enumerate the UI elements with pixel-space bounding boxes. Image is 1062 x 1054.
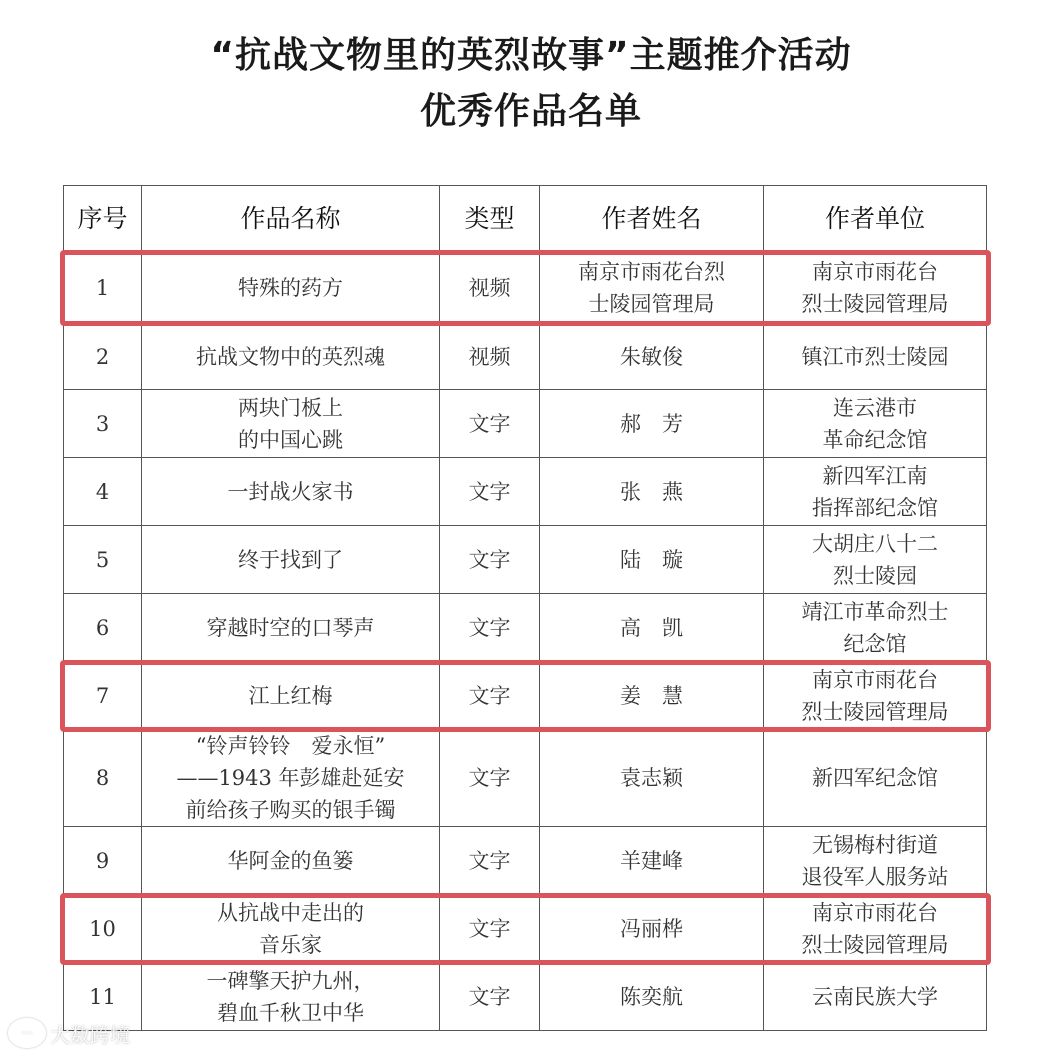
title-line-1: “抗战文物里的英烈故事”主题推介活动	[210, 35, 852, 76]
cell-unit	[764, 895, 987, 963]
cell-work-text: 一碑擎天护九州， 碧血千秋卫中华	[206, 968, 375, 1025]
cell-work	[142, 895, 440, 963]
cell-type	[440, 827, 540, 895]
cell-unit-text: 连云港市 革命纪念馆	[822, 395, 928, 452]
watermark-text: 大数跨境	[50, 1022, 130, 1047]
cell-author	[540, 895, 764, 963]
cell-author	[540, 963, 764, 1031]
table-row	[64, 458, 987, 526]
cell-author	[540, 458, 764, 526]
cell-no-text: 10	[89, 916, 116, 941]
cell-no-text: 5	[95, 547, 110, 572]
cell-no	[64, 324, 142, 390]
cell-work	[142, 963, 440, 1031]
cell-author-text: 羊建峰	[620, 848, 683, 873]
cell-type-text: 文字	[468, 615, 511, 640]
cell-work	[142, 662, 440, 730]
cell-unit	[764, 390, 987, 458]
header-author: 作者姓名	[540, 186, 764, 252]
header-work: 作品名称	[142, 186, 440, 252]
cell-work-text: 一封战火家书	[227, 479, 354, 504]
cell-author-text: 张 燕	[620, 479, 683, 504]
cell-work	[142, 324, 440, 390]
cell-author-text: 郝 芳	[620, 411, 683, 436]
cell-no	[64, 594, 142, 662]
cell-no	[64, 390, 142, 458]
header-unit: 作者单位	[764, 186, 987, 252]
cell-author	[540, 662, 764, 730]
cell-unit-text: 靖江市革命烈士 纪念馆	[801, 599, 949, 656]
cell-author	[540, 526, 764, 594]
table-row	[64, 730, 987, 827]
chat-bubble-logo-icon: ···	[8, 1018, 46, 1048]
cell-type	[440, 594, 540, 662]
cell-type-text: 文字	[468, 683, 511, 708]
cell-no-text: 1	[95, 275, 110, 300]
cell-no	[64, 458, 142, 526]
cell-author-text: 冯丽桦	[620, 916, 683, 941]
table-row	[64, 324, 987, 390]
cell-author-text: 南京市雨花台烈 士陵园管理局	[578, 259, 725, 316]
cell-type	[440, 662, 540, 730]
cell-no	[64, 252, 142, 324]
cell-type-text: 视频	[468, 275, 511, 300]
cell-work-text: 终于找到了	[238, 547, 343, 572]
table-row	[64, 895, 987, 963]
cell-work-text: 穿越时空的口琴声	[206, 615, 375, 640]
cell-author	[540, 827, 764, 895]
cell-work-text: 抗战文物中的英烈魂	[196, 344, 385, 369]
table-row	[64, 594, 987, 662]
table-row	[64, 963, 987, 1031]
cell-unit	[764, 662, 987, 730]
cell-type	[440, 324, 540, 390]
cell-no-text: 11	[89, 984, 116, 1009]
table-row	[64, 662, 987, 730]
cell-work	[142, 594, 440, 662]
cell-author-text: 姜 慧	[620, 683, 683, 708]
cell-work	[142, 827, 440, 895]
document-title	[0, 28, 1062, 140]
cell-work-text: 江上红梅	[248, 683, 333, 708]
cell-work-text: 两块门板上 的中国心跳	[238, 395, 343, 452]
table-row	[64, 827, 987, 895]
cell-type-text: 文字	[468, 547, 511, 572]
cell-author-text: 陆 璇	[620, 547, 683, 572]
cell-no	[64, 895, 142, 963]
cell-type	[440, 252, 540, 324]
cell-no-text: 3	[95, 411, 110, 436]
cell-author-text: 高 凯	[620, 615, 683, 640]
cell-unit	[764, 526, 987, 594]
cell-work	[142, 390, 440, 458]
cell-work	[142, 730, 440, 827]
cell-unit-text: 镇江市烈士陵园	[801, 344, 949, 369]
cell-unit-text: 无锡梅村街道 退役军人服务站	[801, 832, 949, 889]
cell-type-text: 文字	[468, 479, 511, 504]
table-row	[64, 390, 987, 458]
cell-type	[440, 390, 540, 458]
cell-work	[142, 458, 440, 526]
cell-type-text: 文字	[468, 848, 511, 873]
cell-no	[64, 662, 142, 730]
cell-unit-text: 南京市雨花台 烈士陵园管理局	[801, 667, 949, 724]
cell-unit	[764, 730, 987, 827]
cell-unit-text: 大胡庄八十二 烈士陵园	[812, 531, 938, 588]
cell-unit	[764, 963, 987, 1031]
cell-type-text: 文字	[468, 766, 511, 790]
cell-author	[540, 252, 764, 324]
cell-author	[540, 390, 764, 458]
cell-work	[142, 252, 440, 324]
table-row	[64, 252, 987, 324]
cell-work	[142, 526, 440, 594]
cell-type-text: 文字	[468, 984, 511, 1009]
cell-unit-text: 新四军纪念馆	[812, 766, 938, 790]
cell-unit	[764, 324, 987, 390]
cell-work-text: “铃声铃铃 爱永恒” ——1943 年彭雄赴延安 前给孩子购买的银手镯	[176, 734, 405, 822]
cell-work-text: 华阿金的鱼篓	[227, 848, 354, 873]
cell-no	[64, 827, 142, 895]
cell-author-text: 朱敏俊	[620, 344, 683, 369]
cell-type	[440, 895, 540, 963]
cell-author-text: 陈奕航	[620, 984, 683, 1009]
header-no: 序号	[64, 186, 142, 252]
cell-type-text: 文字	[468, 411, 511, 436]
cell-no-text: 4	[95, 479, 110, 504]
cell-type	[440, 963, 540, 1031]
watermark	[8, 1018, 130, 1048]
cell-unit-text: 新四军江南 指挥部纪念馆	[812, 463, 938, 520]
cell-no-text: 6	[95, 615, 110, 640]
cell-no-text: 7	[95, 683, 110, 708]
cell-type	[440, 458, 540, 526]
cell-unit-text: 云南民族大学	[812, 984, 938, 1009]
cell-type-text: 文字	[468, 916, 511, 941]
cell-unit-text: 南京市雨花台 烈士陵园管理局	[801, 259, 949, 316]
cell-unit	[764, 458, 987, 526]
cell-author	[540, 730, 764, 827]
award-list-table	[63, 185, 987, 1031]
cell-unit	[764, 827, 987, 895]
cell-type	[440, 526, 540, 594]
cell-author-text: 袁志颖	[620, 766, 683, 790]
cell-author	[540, 594, 764, 662]
table-row	[64, 526, 987, 594]
header-type: 类型	[440, 186, 540, 252]
cell-unit	[764, 252, 987, 324]
cell-type-text: 视频	[468, 344, 511, 369]
table-header-row	[64, 186, 987, 252]
cell-no-text: 8	[95, 766, 110, 790]
cell-type	[440, 730, 540, 827]
title-line-2: 优秀作品名单	[419, 91, 642, 132]
cell-no	[64, 526, 142, 594]
cell-author	[540, 324, 764, 390]
cell-no-text: 9	[95, 848, 110, 873]
cell-work-text: 从抗战中走出的 音乐家	[217, 900, 364, 957]
cell-no	[64, 730, 142, 827]
cell-no-text: 2	[95, 344, 110, 369]
cell-work-text: 特殊的药方	[238, 275, 343, 300]
cell-unit-text: 南京市雨花台 烈士陵园管理局	[801, 900, 949, 957]
cell-unit	[764, 594, 987, 662]
